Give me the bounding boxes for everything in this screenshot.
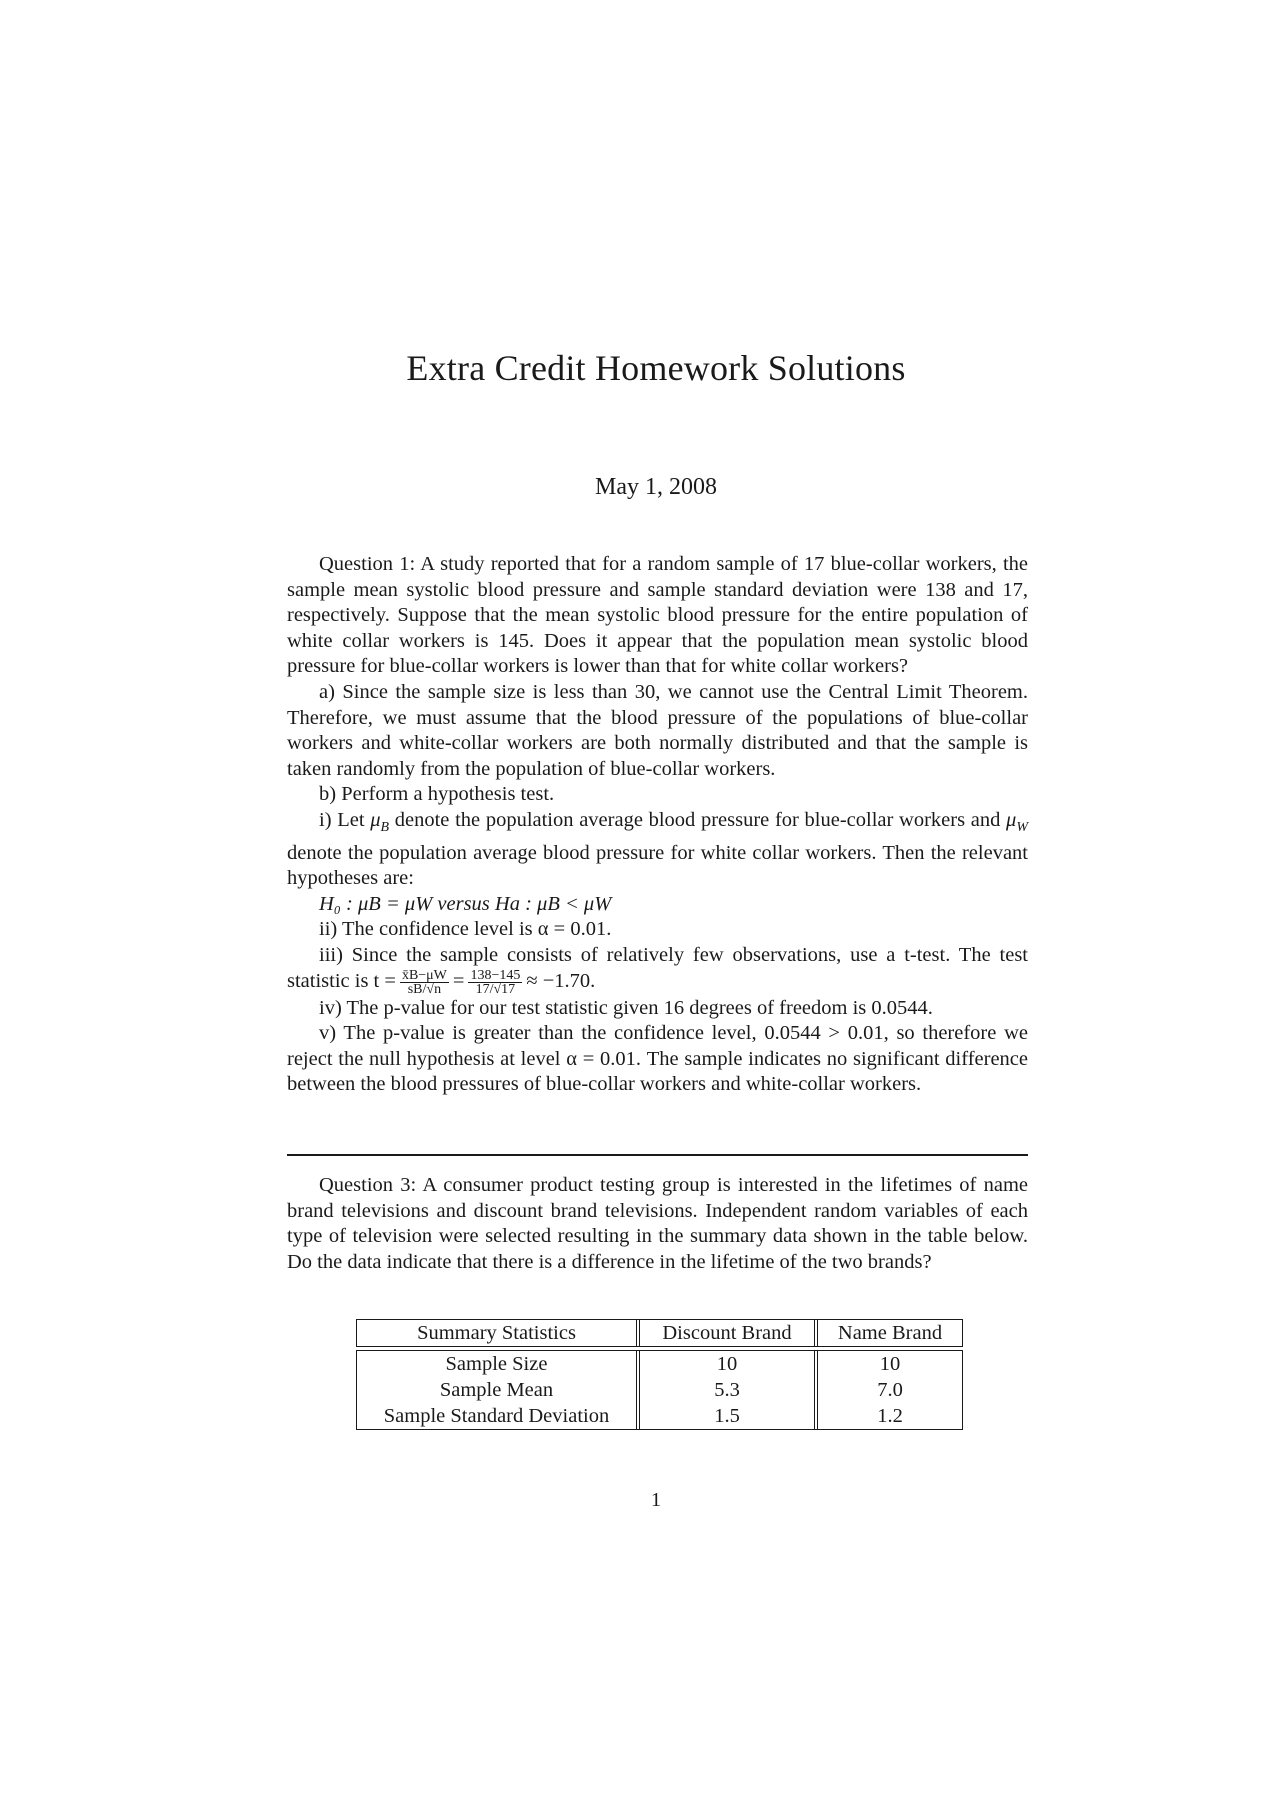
values-denominator: 17/√17: [475, 981, 516, 997]
part-iii-text: iii) Since the sample consists of relatively few observations, use a t-test. The test statistic is t =: [287, 944, 1028, 992]
question-3-prompt: Question 3: A consumer product testing group is interested in the lifetimes of name brand televisions and discount brand televisions. Independent random variables of each type of television were selected resulting in the summary data shown in the table below. Do the data indicate that there is a difference in the lifetime of the two brands?: [287, 1174, 1028, 1273]
table-row: [356, 1377, 963, 1403]
table-row: [356, 1350, 963, 1377]
test-statistic-result: ≈ −1.70.: [526, 969, 596, 992]
fraction-numerator: x̄B−μW: [401, 967, 447, 983]
table-header-cell: Name Brand: [817, 1319, 963, 1347]
question-1-part-i: [287, 808, 1028, 892]
question-1-prompt: Question 1: A study reported that for a random sample of 17 blue-collar workers, the sample mean systolic blood pressure and sample standard deviation were 138 and 17, respectively. Suppose that the mean systolic blood pressure for the entire population of white collar workers is 145. Does it appear that the population mean systolic blood pressure for blue-collar workers is lower than that for white collar workers?: [287, 553, 1028, 678]
table-cell: Sample Standard Deviation: [356, 1403, 637, 1430]
fraction-denominator: sB/√n: [407, 981, 442, 997]
question-1-section: [287, 552, 1028, 1098]
summary-statistics-table: [356, 1319, 963, 1430]
table-cell: 10: [639, 1350, 815, 1377]
question-1-part-b: b) Perform a hypothesis test.: [319, 783, 555, 806]
table-header-cell: Discount Brand: [639, 1319, 815, 1347]
test-statistic-values-fraction: [468, 969, 522, 996]
equals-sign: =: [452, 969, 465, 992]
question-1-part-iv: iv) The p-value for our test statistic given 16 degrees of freedom is 0.0544.: [319, 996, 933, 1019]
table-cell: Sample Size: [356, 1350, 637, 1377]
table-cell: 1.2: [817, 1403, 963, 1430]
page-number: 1: [650, 1489, 662, 1511]
values-numerator: 138−145: [470, 967, 521, 983]
mu-w-subscript: W: [1016, 820, 1029, 836]
table-cell: Sample Mean: [356, 1377, 637, 1403]
table-row: [356, 1403, 963, 1430]
table-cell: 10: [817, 1350, 963, 1377]
table-header-cell: Summary Statistics: [356, 1319, 637, 1347]
part-i-text-end: denote the population average blood pressure for white collar workers. Then the relevant hypotheses are:: [287, 841, 1028, 890]
question-1-part-ii: ii) The confidence level is α = 0.01.: [319, 918, 612, 941]
mu-b-subscript: B: [380, 820, 390, 836]
question-1-part-a: a) Since the sample size is less than 30, we cannot use the Central Limit Theorem. Therefore, we must assume that the blood pressure of the populations of blue-collar workers and white-collar workers are both normally distributed and that the sample is taken randomly from the population of blue-collar workers.: [287, 680, 1028, 780]
mu-b-symbol: μ: [370, 808, 381, 831]
section-divider: [287, 1154, 1028, 1156]
question-3-section: [287, 1173, 1028, 1275]
table-cell: 5.3: [639, 1377, 815, 1403]
question-1-part-v: v) The p-value is greater than the confidence level, 0.0544 > 0.01, so therefore we reject the null hypothesis at level α = 0.01. The sample indicates no significant difference between the blood pressures of blue-collar workers and white-collar workers.: [287, 1022, 1028, 1096]
part-i-text-middle: denote the population average blood pressure for blue-collar workers and: [389, 808, 1007, 831]
table-cell: 7.0: [817, 1377, 963, 1403]
hypotheses-statement: H₀ : μB = μW versus Ha : μB < μW: [319, 892, 612, 915]
test-statistic-fraction: [400, 969, 449, 996]
table-cell: 1.5: [639, 1403, 815, 1430]
part-i-text-start: i) Let: [319, 808, 371, 831]
question-1-part-iii: [287, 943, 1028, 996]
document-title: Extra Credit Homework Solutions: [406, 348, 906, 388]
document-date: May 1, 2008: [595, 474, 717, 500]
mu-w-symbol: μ: [1006, 808, 1017, 831]
table-header-row: [356, 1319, 963, 1347]
